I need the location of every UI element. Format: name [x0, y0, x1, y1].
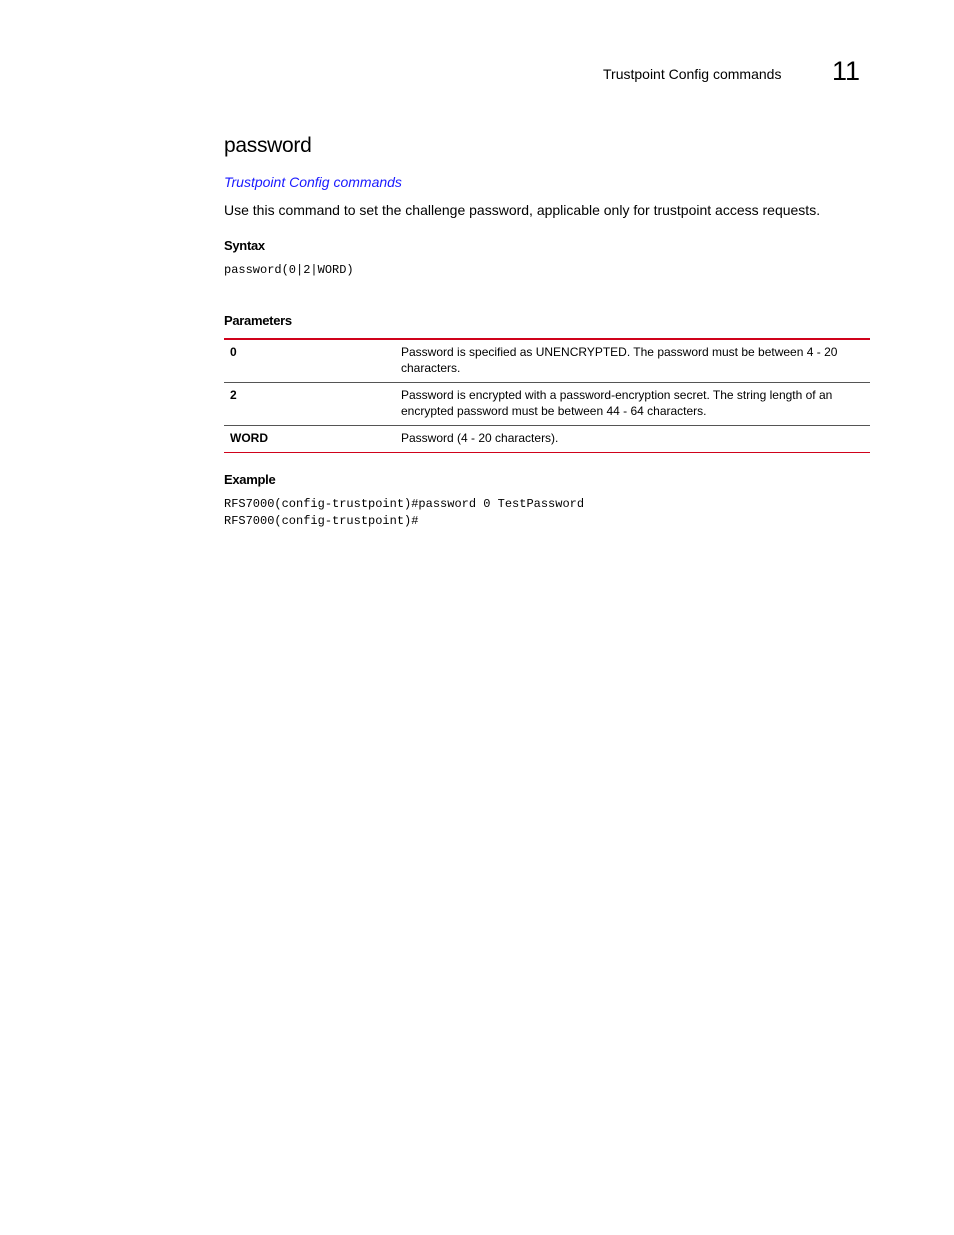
table-row: [224, 383, 870, 426]
parameters-table: [224, 338, 870, 453]
example-code-line: RFS7000(config-trustpoint)#: [224, 514, 419, 528]
param-description: Password is encrypted with a password-encryption secret. The string length of an encrypted password must be between 44 - 64 characters.: [394, 383, 870, 426]
param-name: 0: [230, 345, 237, 359]
syntax-code: password(0|2|WORD): [224, 263, 354, 277]
param-name: 2: [224, 383, 394, 426]
page-title: password: [224, 134, 312, 157]
chapter-number: 11: [832, 56, 861, 86]
parameters-heading: Parameters: [224, 313, 292, 328]
example-code-line: RFS7000(config-trustpoint)#password 0 TestPassword: [224, 497, 585, 511]
param-description: Password (4 - 20 characters).: [394, 426, 870, 453]
syntax-heading: Syntax: [224, 238, 265, 253]
table-row: [224, 426, 870, 453]
command-description: Use this command to set the challenge password, applicable only for trustpoint access requests.: [224, 202, 821, 218]
param-name: WORD: [224, 426, 394, 453]
table-row: [224, 339, 870, 383]
parent-section-link[interactable]: Trustpoint Config commands: [224, 174, 402, 190]
example-heading: Example: [224, 472, 276, 487]
running-header: Trustpoint Config commands: [603, 66, 782, 82]
param-description: Password is specified as UNENCRYPTED. The password must be between 4 - 20 characters.: [401, 345, 838, 375]
